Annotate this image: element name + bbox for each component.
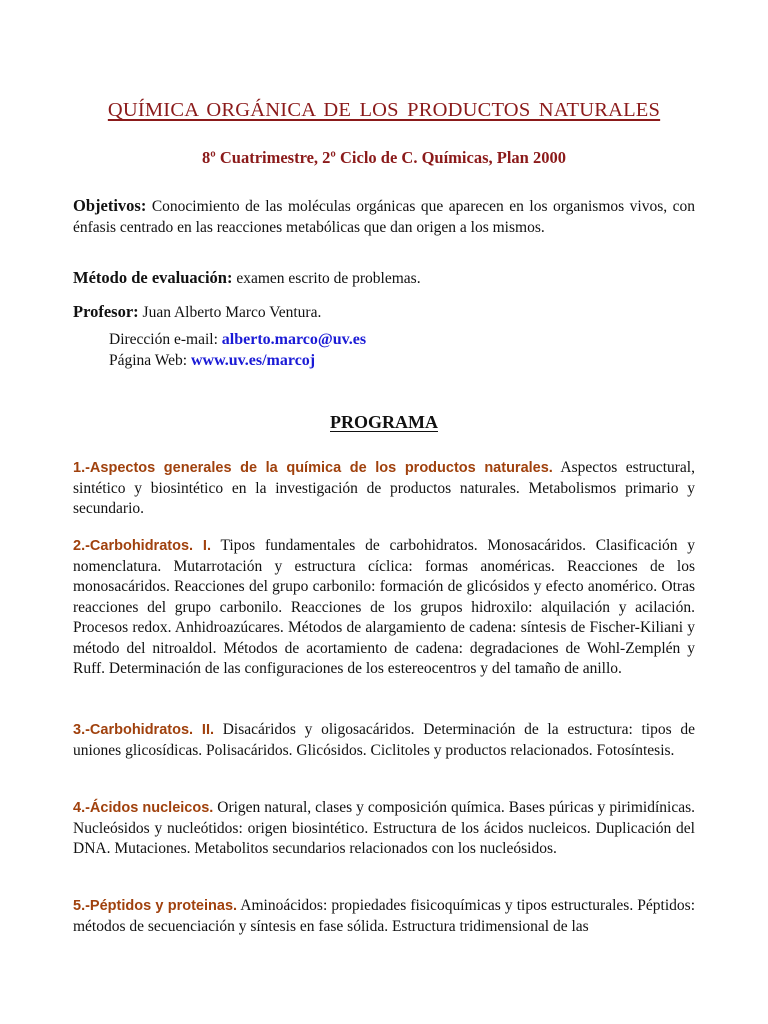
section-3-heading: 3.-Carbohidratos. II. — [73, 722, 215, 738]
metodo-label: Método de evaluación: — [73, 268, 233, 287]
section-5 — [73, 896, 695, 937]
section-1-text: Aspectos estructural, sintético y biosintético en la investigación de productos naturales. Metabolismos primario y secundario. — [73, 459, 695, 517]
profesor-text: Juan Alberto Marco Ventura. — [138, 304, 322, 321]
document-title: QUÍMICA ORGÁNICA DE LOS PRODUCTOS NATURALES — [107, 99, 661, 121]
section-2 — [73, 536, 695, 680]
web-label: Página Web: — [109, 352, 191, 369]
section-1 — [73, 458, 695, 520]
metodo-paragraph — [73, 268, 695, 290]
section-1-heading: 1.-Aspectos generales de la química de los productos naturales. — [73, 460, 553, 476]
metodo-text: examen escrito de problemas. — [232, 270, 421, 287]
email-link[interactable]: alberto.marco@uv.es — [221, 331, 367, 348]
section-3-text: Disacáridos y oligosacáridos. Determinación de la estructura: tipos de uniones glicosídicas. Polisacáridos. Glicósidos. Ciclitoles y productos relacionados. Fotosíntesis. — [73, 721, 695, 759]
web-link[interactable]: www.uv.es/marcoj — [190, 352, 316, 369]
programa-heading: PROGRAMA — [330, 412, 438, 432]
section-2-text: Tipos fundamentales de carbohidratos. Monosacáridos. Clasificación y nomenclatura. Mutarrotación y estructura cíclica: formas anoméricas. Reacciones de los monosacáridos. Reacciones del grupo carbonilo: formación de glicósidos y efecto anomérico. Otras reacciones del grupo carbonilo. Reacciones de los grupos hidroxilo: alquilación y acilación. Procesos redox. Anhidroazúcares. Métodos de alargamiento de cadena: síntesis de Fischer-Kiliani y método del nitroaldol. Métodos de acortamiento de cadena: degradaciones de Wohl-Zemplén y Ruff. Determinación de las configuraciones de los estereocentros y del tamaño de anillo. — [73, 537, 695, 677]
objetivos-label: Objetivos: — [73, 196, 147, 215]
objetivos-paragraph — [73, 196, 695, 238]
profesor-label: Profesor: — [73, 302, 139, 321]
section-5-heading: 5.-Péptidos y proteinas. — [73, 898, 238, 914]
document-subtitle: 8º Cuatrimestre, 2º Ciclo de C. Químicas, Plan 2000 — [202, 148, 566, 167]
section-4 — [73, 798, 695, 860]
email-line — [109, 330, 366, 350]
section-4-heading: 4.-Ácidos nucleicos. — [73, 800, 214, 816]
section-2-heading: 2.-Carbohidratos. I. — [73, 538, 211, 554]
section-5-text: Aminoácidos: propiedades fisicoquímicas y tipos estructurales. Péptidos: métodos de secuenciación y síntesis en fase sólida. Estructura tridimensional de las — [73, 897, 695, 935]
web-line — [109, 351, 315, 371]
objetivos-text: Conocimiento de las moléculas orgánicas que aparecen en los organismos vivos, con énfasis centrado en las reacciones metabólicas que dan origen a los mismos. — [73, 198, 695, 236]
section-4-text: Origen natural, clases y composición química. Bases púricas y pirimidínicas. Nucleósidos y nucleótidos: origen biosintético. Estructura de los ácidos nucleicos. Duplicación del DNA. Mutaciones. Metabolitos secundarios relacionados con los nucleósidos. — [73, 799, 695, 857]
profesor-paragraph — [73, 302, 695, 324]
email-label: Dirección e-mail: — [109, 331, 222, 348]
section-3 — [73, 720, 695, 761]
